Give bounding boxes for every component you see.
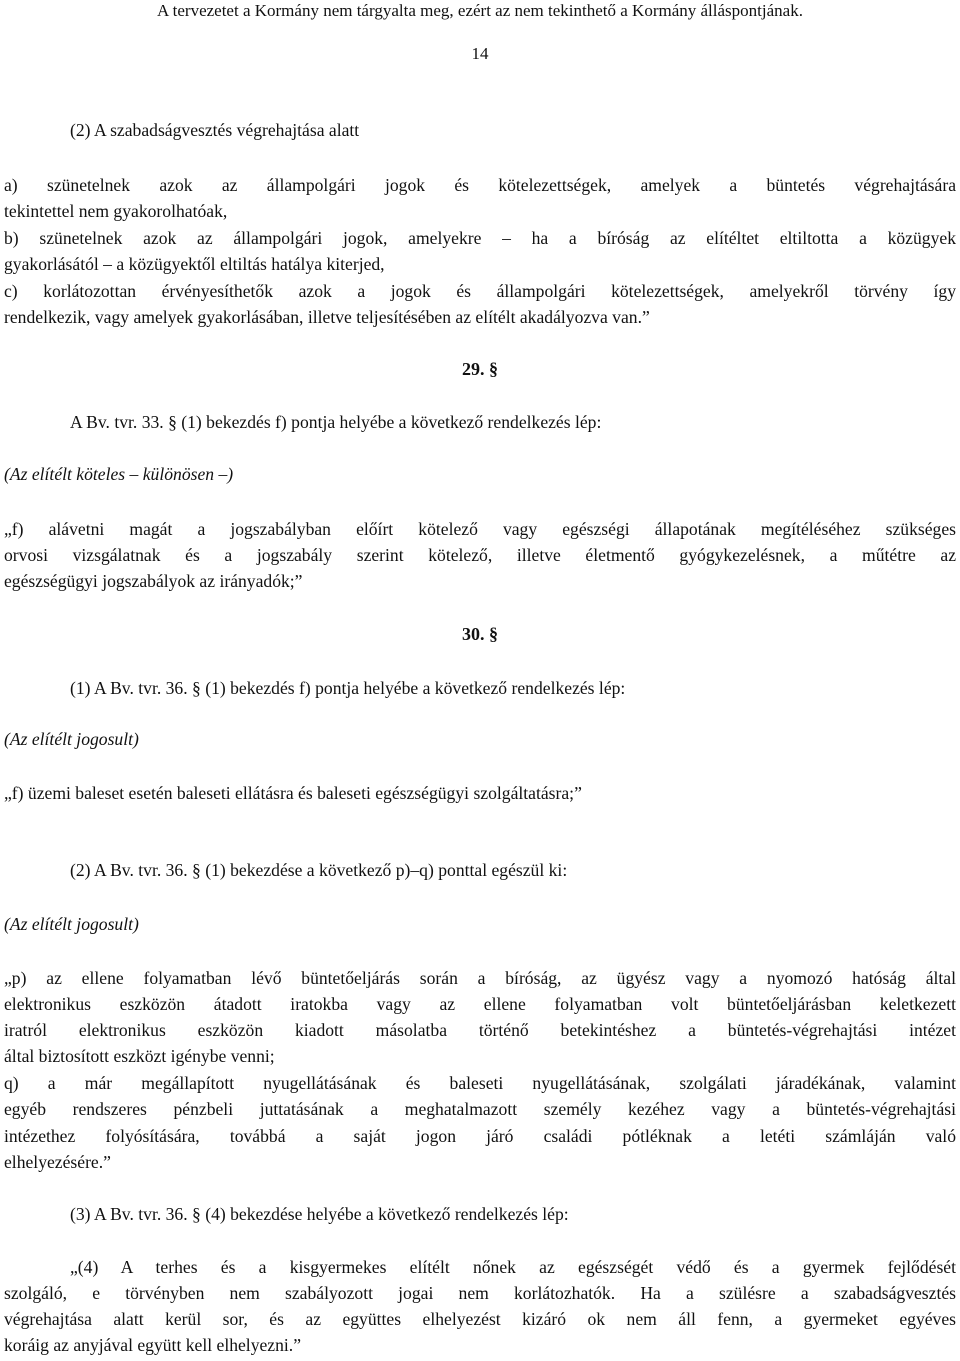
point-f29-line1: „f) alávetni magát a jogszabályban előírt kötelező vagy egészségi állapotának megítéléséhez szükséges [4, 519, 956, 539]
point-p-line2: elektronikus eszközön átadott iratokba vagy az ellene folyamatban volt büntetőeljárásban keletkezett [4, 994, 956, 1014]
subsection-4-line1: „(4) A terhes és a kisgyermekes elítélt nőnek az egészségét védő és a gyermek fejlődését [70, 1257, 956, 1277]
point-q-line1: q) a már megállapított nyugellátásának és baleseti nyugellátásának, szolgálati járadékának, valamint [4, 1073, 956, 1093]
subsection-4-line2: szolgáló, e törvényben nem szabályozott jogai nem korlátozhatók. Ha a szülésre a szabadságvesztés [4, 1283, 956, 1303]
context-30b: (Az elítélt jogosult) [4, 914, 139, 934]
point-c-line2: rendelkezik, vagy amelyek gyakorlásában, illetve teljesítésében az elítélt akadályozva van.” [4, 307, 650, 327]
point-b-line2: gyakorlásától – a közügyektől eltiltás hatálya kiterjed, [4, 254, 385, 274]
subsection-4-line3: végrehajtása alatt kerül sor, és az együttes elhelyezést kizáró ok nem áll fenn, a gyermeket egyéves [4, 1309, 956, 1329]
point-f29-line2: orvosi vizsgálatnak és a jogszabály szerint kötelező, illetve életmentő gyógykezelésnek, a műtétre az [4, 545, 956, 565]
header-banner: A tervezetet a Kormány nem tárgyalta meg, ezért az nem tekinthető a Kormány álláspontjának. [157, 1, 803, 20]
point-q-line4: elhelyezésére.” [4, 1152, 111, 1172]
point-p-line1: „p) az ellene folyamatban lévő büntetőeljárás során a bíróság, az ügyész vagy a nyomozó hatóság által [4, 968, 956, 988]
amendment-bv33: A Bv. tvr. 33. § (1) bekezdés f) pontja helyébe a következő rendelkezés lép: [70, 412, 602, 432]
point-q-line2: egyéb rendszeres pénzbeli juttatásának a meghatalmazott személy kezéhez vagy a büntetés-végrehajtási [4, 1099, 956, 1119]
context-30a: (Az elítélt jogosult) [4, 729, 139, 749]
section-30-heading: 30. § [462, 624, 498, 644]
section-29-heading: 29. § [462, 359, 498, 379]
subsection-4-line4: koráig az anyjával együtt kell elhelyezni.” [4, 1335, 302, 1355]
point-q-line3: intézethez folyósítására, továbbá a saját jogon járó családi pótléknak a letéti számláján való [4, 1126, 956, 1146]
amendment-bv36-1: (1) A Bv. tvr. 36. § (1) bekezdés f) pontja helyébe a következő rendelkezés lép: [70, 678, 626, 698]
amendment-bv36-2: (2) A Bv. tvr. 36. § (1) bekezdése a következő p)–q) ponttal egészül ki: [70, 860, 568, 880]
point-f30: „f) üzemi baleset esetén baleseti ellátásra és baleseti egészségügyi szolgáltatásra;” [4, 783, 582, 803]
amendment-bv36-3: (3) A Bv. tvr. 36. § (4) bekezdése helyébe a következő rendelkezés lép: [70, 1204, 569, 1224]
point-a-line1: a) szünetelnek azok az állampolgári jogok és kötelezettségek, amelyek a büntetés végrehajtására [4, 175, 956, 195]
paragraph-intro: (2) A szabadságvesztés végrehajtása alatt [70, 120, 360, 140]
page-number: 14 [471, 44, 489, 63]
context-29: (Az elítélt köteles – különösen –) [4, 464, 234, 484]
point-f29-line3: egészségügyi jogszabályok az irányadók;” [4, 571, 303, 591]
point-c-line1: c) korlátozottan érvényesíthetők azok a jogok és állampolgári kötelezettségek, amelyekről törvény így [4, 281, 956, 301]
point-a-line2: tekintettel nem gyakorolhatóak, [4, 201, 228, 221]
point-p-line3: iratról elektronikus eszközön kiadott másolatba történő betekintéshez a büntetés-végrehajtási intézet [4, 1020, 956, 1040]
point-p-line4: által biztosított eszközt igénybe venni; [4, 1046, 275, 1066]
point-b-line1: b) szünetelnek azok az állampolgári jogok, amelyekre – ha a bíróság az elítéltet eltiltotta a közügyek [4, 228, 956, 248]
